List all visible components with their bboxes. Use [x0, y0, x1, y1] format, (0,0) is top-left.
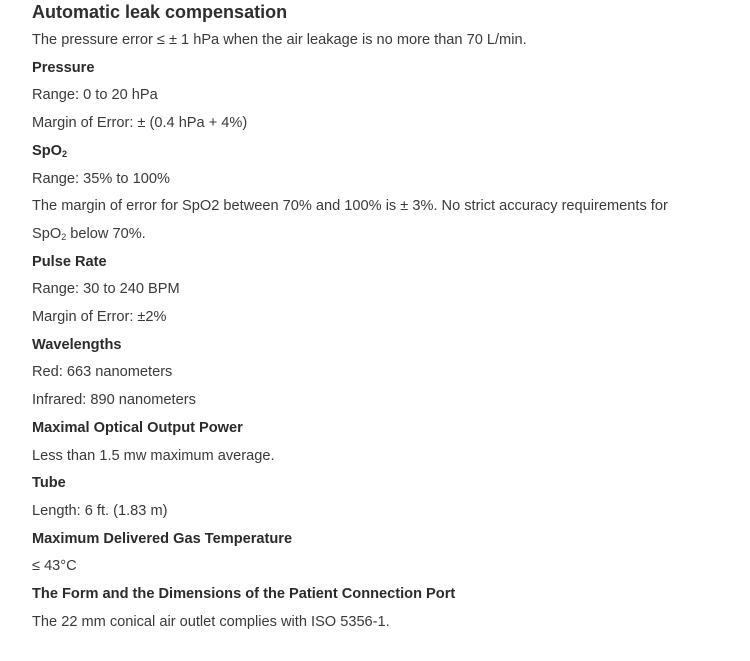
connection-port-heading: The Form and the Dimensions of the Patient Connection Port [32, 586, 456, 603]
pulse-rate-margin: Margin of Error: ±2% [32, 309, 167, 326]
spo2-margin-main: SpO [32, 225, 62, 242]
connection-port-value: The 22 mm conical air outlet complies with ISO 5356-1. [32, 613, 390, 630]
pressure-heading: Pressure [32, 59, 95, 76]
spo2-range: Range: 35% to 100% [32, 170, 170, 187]
optical-power-heading: Maximal Optical Output Power [32, 419, 243, 436]
spo2-margin-subscript: 2 [61, 231, 67, 242]
leak-compensation-text: The pressure error ≤ ± 1 hPa when the air leakage is no more than 70 L/min. [32, 32, 527, 48]
spo2-margin-line-2 [32, 221, 744, 249]
pressure-margin: Margin of Error: ± (0.4 hPa + 4%) [32, 115, 248, 132]
tube-heading: Tube [32, 475, 66, 492]
wavelengths-heading: Wavelengths [32, 336, 122, 353]
gas-temperature-heading: Maximum Delivered Gas Temperature [32, 530, 293, 547]
gas-temperature-value: ≤ 43°C [32, 558, 77, 575]
optical-power-value: Less than 1.5 mw maximum average. [32, 447, 275, 464]
spo2-heading-main: SpO [32, 142, 62, 159]
spo2-margin-rest: below 70%. [66, 225, 146, 242]
spo2-heading-subscript: 2 [62, 148, 68, 159]
tube-length: Length: 6 ft. (1.83 m) [32, 502, 168, 519]
spo2-margin-line-1: The margin of error for SpO2 between 70% and 100% is ± 3%. No strict accuracy requirements for [32, 198, 668, 215]
spec-document [32, 0, 744, 636]
pulse-rate-heading: Pulse Rate [32, 253, 107, 270]
pulse-rate-range: Range: 30 to 240 BPM [32, 281, 180, 298]
wavelength-infrared: Infrared: 890 nanometers [32, 392, 196, 409]
spo2-heading [32, 138, 744, 166]
pressure-range: Range: 0 to 20 hPa [32, 87, 158, 104]
wavelength-red: Red: 663 nanometers [32, 364, 173, 381]
page-title: Automatic leak compensation [32, 2, 288, 22]
